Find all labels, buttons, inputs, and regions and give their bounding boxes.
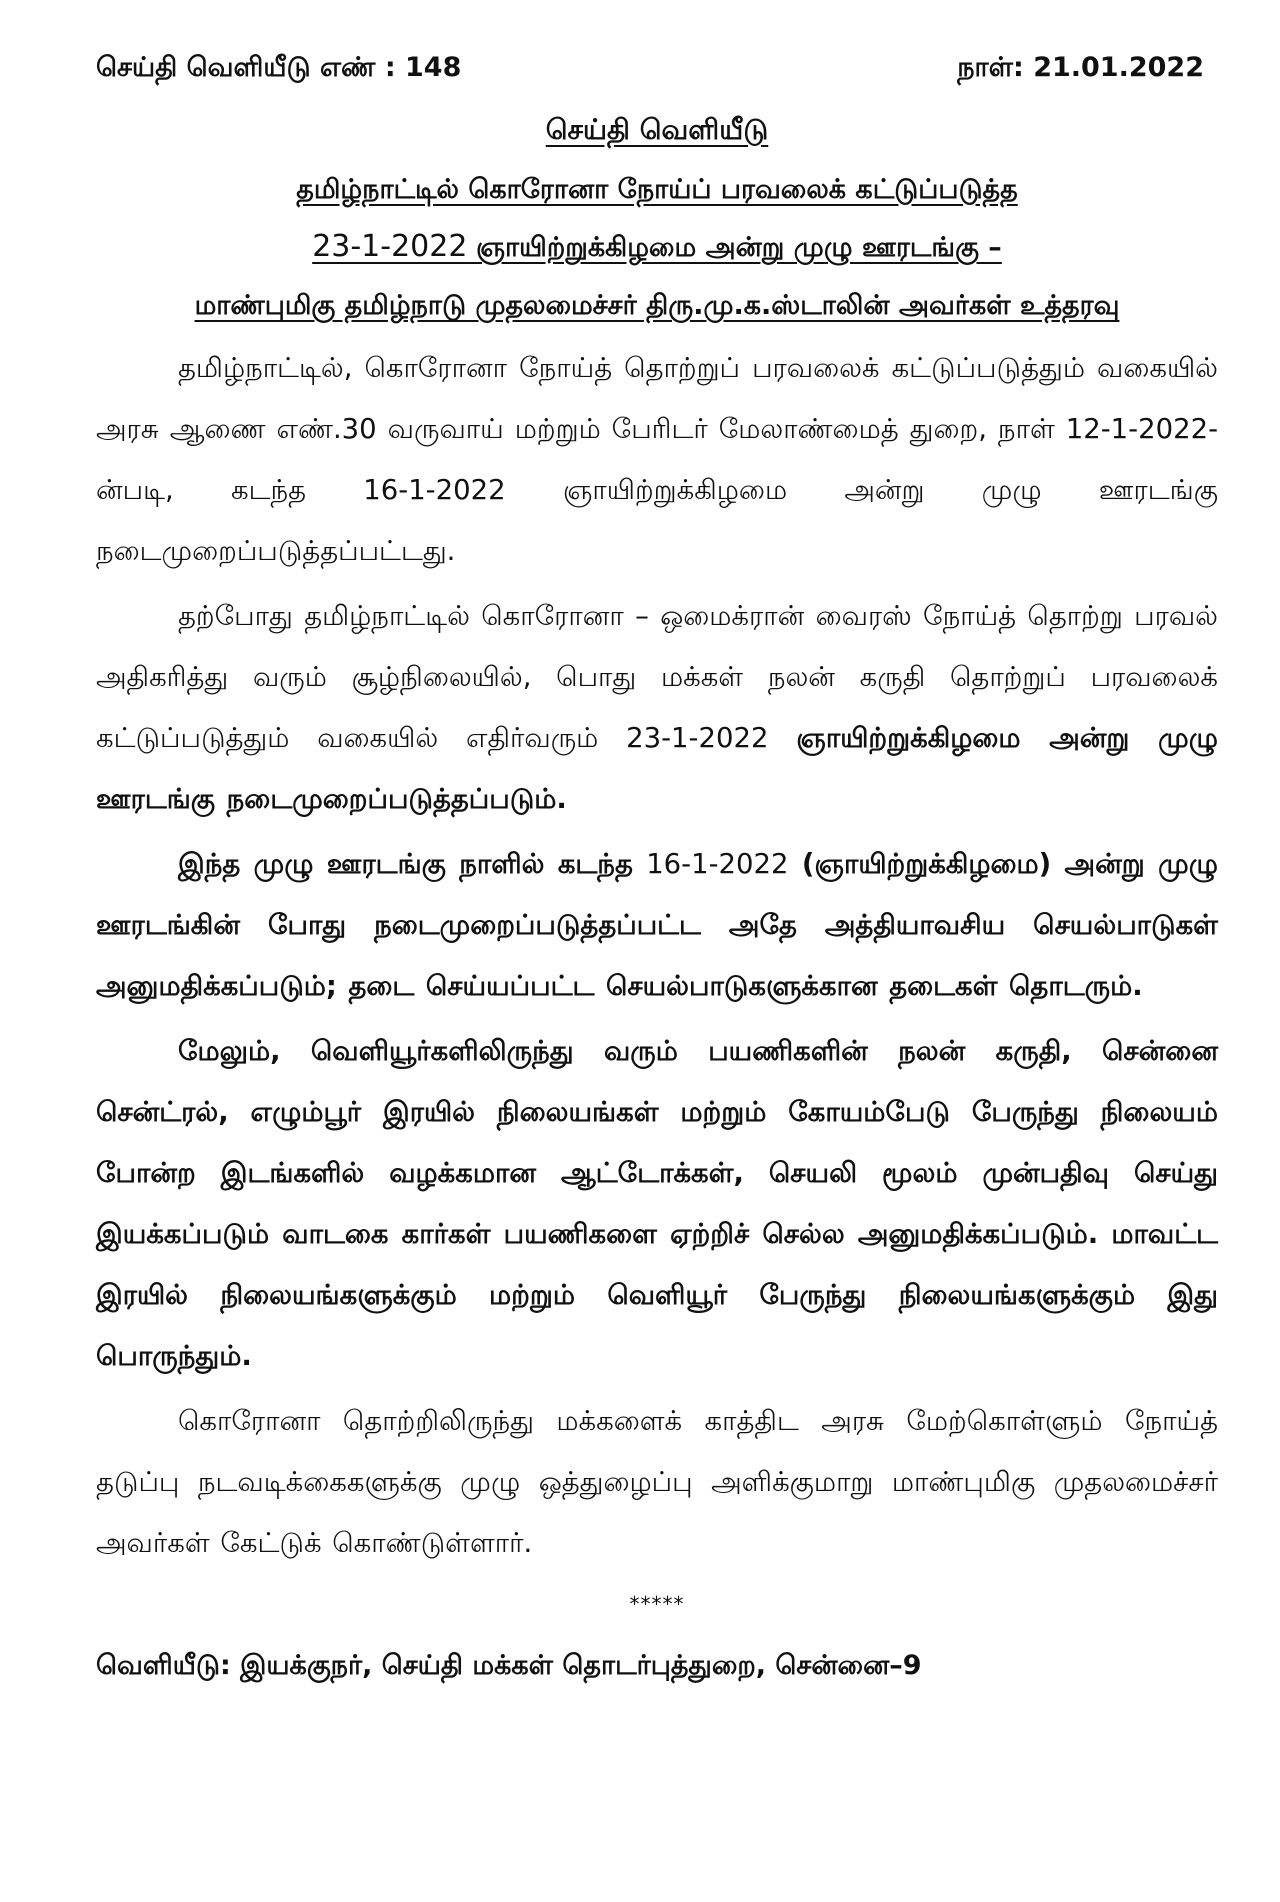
paragraph-2-text: தற்போது தமிழ்நாட்டில் கொரோனா – ஒமைக்ரான் வைரஸ் நோய்த் தொற்று பரவல் அதிகரித்து வரும் சூழ்நிலையில், பொது மக்கள் நலன் கருதி தொற்றுப் பரவலைக் கட்டுப்படுத்தும் வகையில் எதிர்வரும் 23-1-2022 [96,599,1218,754]
header-row [96,52,1218,98]
document-title: செய்தி வெளியீடு [545,113,769,146]
lockdown-date-line [96,227,1218,266]
paragraph-3-rest: (ஞாயிற்றுக்கிழமை) அன்று முழு ஊரடங்கின் போது நடைமுறைப்படுத்தப்பட்ட அதே அத்தியாவசிய செயல்பாடுகள் அனுமதிக்கப்படும்; தடை செய்யப்பட்ட செயல்பாடுகளுக்கான தடைகள் தொடரும். [96,847,1218,1002]
release-number: செய்தி வெளியீடு எண் : 148 [96,52,462,83]
paragraph-3 [96,834,1218,1017]
paragraph-2-bold: ஞாயிற்றுக்கிழமை அன்று முழு ஊரடங்கு நடைமுறைப்படுத்தப்படும். [96,721,1218,815]
subject-line: தமிழ்நாட்டில் கொரோனா நோய்ப் பரவலைக் கட்டுப்படுத்த [296,174,1018,206]
paragraph-5: கொரோனா தொற்றிலிருந்து மக்களைக் காத்திட அரசு மேற்கொள்ளும் நோய்த் தடுப்பு நடவடிக்கைகளுக்கு முழு ஒத்துழைப்பு அளிக்குமாறு மாண்புமிகு முதலமைச்சர் அவர்கள் கேட்டுக் கொண்டுள்ளார். [96,1404,1218,1559]
paragraph-2 [96,586,1218,830]
release-date: நாள்: 21.01.2022 [957,52,1204,83]
separator: ***** [629,1591,685,1616]
lockdown-date-text: ஞாயிற்றுக்கிழமை அன்று முழு ஊரடங்கு – [476,232,1002,264]
paragraph-3-lead: இந்த முழு ஊரடங்கு நாளில் கடந்த [178,847,633,880]
paragraph-1: தமிழ்நாட்டில், கொரோனா நோய்த் தொற்றுப் பரவலைக் கட்டுப்படுத்தும் வகையில் அரசு ஆணை எண்.30 வருவாய் மற்றும் பேரிடர் மேலாண்மைத் துறை, நாள் 12-1-2022-ன்படி, கடந்த 16-1-2022 ஞாயிற்றுக்கிழமை அன்று முழு ஊரடங்கு நடைமுறைப்படுத்தப்பட்டது. [96,351,1218,567]
paragraph-4: மேலும், வெளியூர்களிலிருந்து வரும் பயணிகளின் நலன் கருதி, சென்னை சென்ட்ரல், எழும்பூர் இரயில் நிலையங்கள் மற்றும் கோயம்பேடு பேருந்து நிலையம் போன்ற இடங்களில் வழக்கமான ஆட்டோக்கள், செயலி மூலம் முன்பதிவு செய்து இயக்கப்படும் வாடகை கார்கள் பயணிகளை ஏற்றிச் செல்ல அனுமதிக்கப்படும். மாவட்ட இரயில் நிலையங்களுக்கும் மற்றும் வெளியூர் பேருந்து நிலையங்களுக்கும் இது பொருந்தும். [96,1034,1218,1372]
publisher-footer: வெளியீடு: இயக்குநர், செய்தி மக்கள் தொடர்புத்துறை, சென்னை–9 [96,1649,922,1681]
order-line: மாண்புமிகு தமிழ்நாடு முதலமைச்சர் திரு.மு.க.ஸ்டாலின் அவர்கள் உத்தரவு [194,290,1120,322]
paragraph-3-date: 16-1-2022 [646,847,789,880]
lockdown-date: 23-1-2022 [312,229,468,265]
